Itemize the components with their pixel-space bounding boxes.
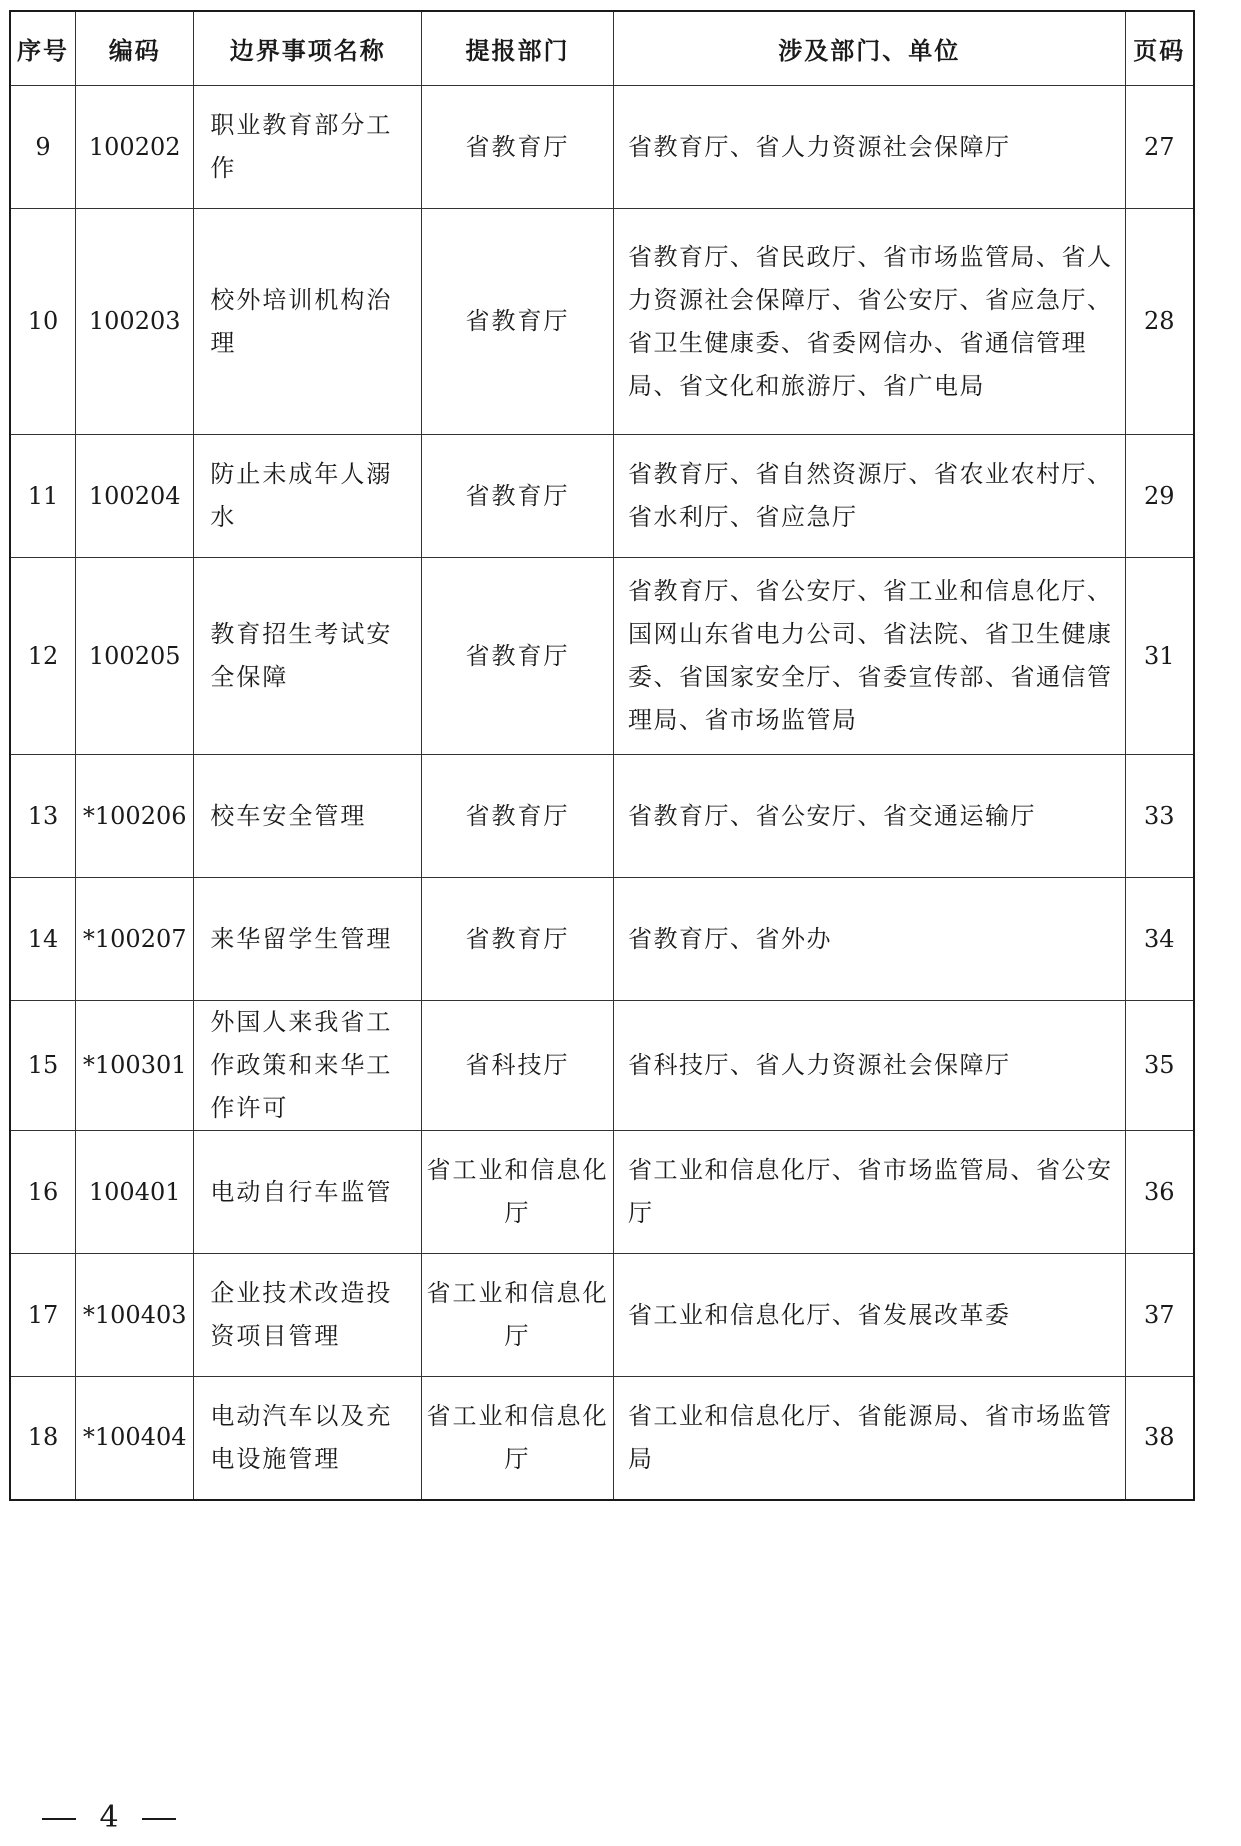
row-code: *100403 <box>76 1254 194 1377</box>
row-code: *100301 <box>76 1001 194 1131</box>
boundary-items-table <box>9 10 1195 1501</box>
row-reporting-dept: 省教育厅 <box>422 209 614 435</box>
footer-left-dash <box>42 1818 76 1820</box>
header-page: 页码 <box>1125 11 1194 86</box>
table-row <box>10 1001 1194 1131</box>
row-item-name: 校车安全管理 <box>194 755 422 878</box>
row-reporting-dept: 省工业和信息化厅 <box>422 1377 614 1500</box>
row-code: *100404 <box>76 1377 194 1500</box>
row-page: 37 <box>1125 1254 1194 1377</box>
table-header-row <box>10 11 1194 86</box>
row-item-name: 电动自行车监管 <box>194 1131 422 1254</box>
header-related-depts: 涉及部门、单位 <box>613 11 1125 86</box>
row-related-depts: 省工业和信息化厅、省市场监管局、省公安厅 <box>613 1131 1125 1254</box>
row-page: 35 <box>1125 1001 1194 1131</box>
row-related-depts: 省工业和信息化厅、省能源局、省市场监管局 <box>613 1377 1125 1500</box>
footer-right-dash <box>142 1818 176 1820</box>
row-serial: 14 <box>10 878 76 1001</box>
row-serial: 17 <box>10 1254 76 1377</box>
row-related-depts: 省工业和信息化厅、省发展改革委 <box>613 1254 1125 1377</box>
table-row <box>10 1131 1194 1254</box>
row-page: 36 <box>1125 1131 1194 1254</box>
row-item-name: 教育招生考试安全保障 <box>194 558 422 755</box>
row-related-depts: 省教育厅、省自然资源厅、省农业农村厅、省水利厅、省应急厅 <box>613 435 1125 558</box>
row-item-name: 企业技术改造投资项目管理 <box>194 1254 422 1377</box>
row-page: 31 <box>1125 558 1194 755</box>
row-code: 100205 <box>76 558 194 755</box>
row-item-name: 电动汽车以及充电设施管理 <box>194 1377 422 1500</box>
row-page: 38 <box>1125 1377 1194 1500</box>
header-serial: 序号 <box>10 11 76 86</box>
row-reporting-dept: 省教育厅 <box>422 435 614 558</box>
row-item-name: 防止未成年人溺水 <box>194 435 422 558</box>
row-code: 100401 <box>76 1131 194 1254</box>
row-page: 33 <box>1125 755 1194 878</box>
row-serial: 11 <box>10 435 76 558</box>
row-reporting-dept: 省工业和信息化厅 <box>422 1131 614 1254</box>
row-reporting-dept: 省教育厅 <box>422 755 614 878</box>
row-related-depts: 省教育厅、省公安厅、省工业和信息化厅、国网山东省电力公司、省法院、省卫生健康委、省国家安全厅、省委宣传部、省通信管理局、省市场监管局 <box>613 558 1125 755</box>
row-code: *100206 <box>76 755 194 878</box>
row-page: 28 <box>1125 209 1194 435</box>
row-reporting-dept: 省教育厅 <box>422 878 614 1001</box>
table-row <box>10 435 1194 558</box>
row-serial: 15 <box>10 1001 76 1131</box>
table-row <box>10 558 1194 755</box>
row-related-depts: 省教育厅、省公安厅、省交通运输厅 <box>613 755 1125 878</box>
table-row <box>10 209 1194 435</box>
row-code: 100203 <box>76 209 194 435</box>
row-reporting-dept: 省工业和信息化厅 <box>422 1254 614 1377</box>
page-footer <box>42 1800 176 1835</box>
row-code: 100202 <box>76 86 194 209</box>
table-row <box>10 86 1194 209</box>
row-page: 34 <box>1125 878 1194 1001</box>
table-row <box>10 755 1194 878</box>
footer-page-number: 4 <box>99 1800 119 1835</box>
row-page: 29 <box>1125 435 1194 558</box>
row-serial: 18 <box>10 1377 76 1500</box>
row-serial: 13 <box>10 755 76 878</box>
row-item-name: 来华留学生管理 <box>194 878 422 1001</box>
row-serial: 12 <box>10 558 76 755</box>
header-reporting-dept: 提报部门 <box>422 11 614 86</box>
table-row <box>10 1254 1194 1377</box>
row-related-depts: 省教育厅、省人力资源社会保障厅 <box>613 86 1125 209</box>
row-serial: 9 <box>10 86 76 209</box>
row-item-name: 职业教育部分工作 <box>194 86 422 209</box>
header-item-name: 边界事项名称 <box>194 11 422 86</box>
row-related-depts: 省教育厅、省外办 <box>613 878 1125 1001</box>
row-related-depts: 省科技厅、省人力资源社会保障厅 <box>613 1001 1125 1131</box>
row-reporting-dept: 省教育厅 <box>422 558 614 755</box>
row-related-depts: 省教育厅、省民政厅、省市场监管局、省人力资源社会保障厅、省公安厅、省应急厅、省卫生健康委、省委网信办、省通信管理局、省文化和旅游厅、省广电局 <box>613 209 1125 435</box>
row-serial: 16 <box>10 1131 76 1254</box>
table-row <box>10 878 1194 1001</box>
row-code: 100204 <box>76 435 194 558</box>
row-serial: 10 <box>10 209 76 435</box>
header-code: 编码 <box>76 11 194 86</box>
row-item-name: 外国人来我省工作政策和来华工作许可 <box>194 1001 422 1131</box>
row-reporting-dept: 省教育厅 <box>422 86 614 209</box>
row-page: 27 <box>1125 86 1194 209</box>
row-code: *100207 <box>76 878 194 1001</box>
row-reporting-dept: 省科技厅 <box>422 1001 614 1131</box>
table-row <box>10 1377 1194 1500</box>
row-item-name: 校外培训机构治理 <box>194 209 422 435</box>
